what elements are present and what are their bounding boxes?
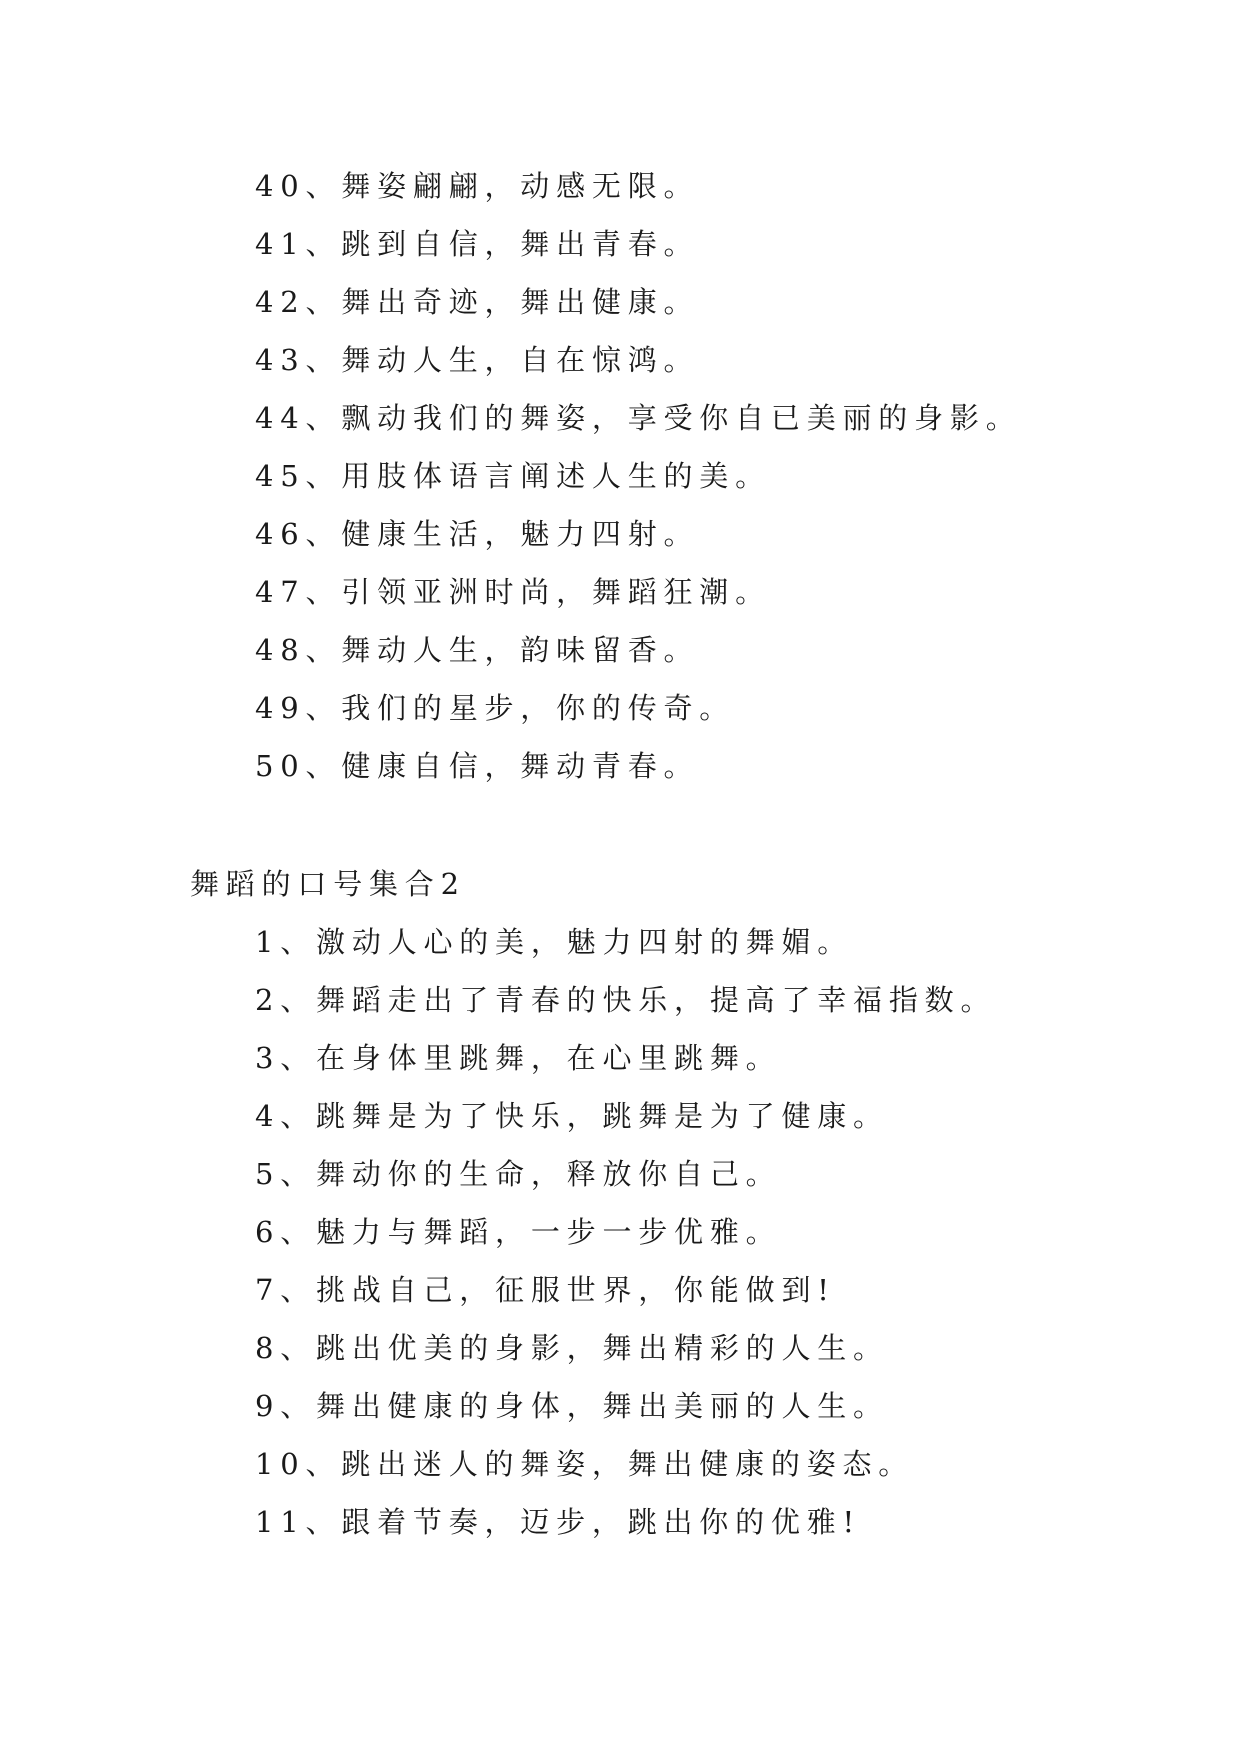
list-item: 10、跳出迷人的舞姿，舞出健康的姿态。 [255, 1447, 915, 1481]
list-item: 48、舞动人生，韵味留香。 [255, 633, 700, 667]
list-item: 43、舞动人生，自在惊鸿。 [255, 343, 700, 377]
list-item: 47、引领亚洲时尚，舞蹈狂潮。 [255, 575, 771, 609]
list-item: 50、健康自信，舞动青春。 [255, 749, 700, 783]
list-item: 3、在身体里跳舞，在心里跳舞。 [255, 1041, 782, 1075]
list-item: 11、跟着节奏，迈步，跳出你的优雅! [255, 1505, 861, 1539]
list-item: 8、跳出优美的身影，舞出精彩的人生。 [255, 1331, 889, 1365]
list-item: 41、跳到自信，舞出青春。 [255, 227, 700, 261]
list-item: 1、激动人心的美，魅力四射的舞媚。 [255, 925, 854, 959]
list-item: 7、挑战自己，征服世界，你能做到! [255, 1273, 836, 1307]
list-item: 44、飘动我们的舞姿，享受你自已美丽的身影。 [255, 401, 1022, 435]
list-item: 49、我们的星步，你的传奇。 [255, 691, 736, 725]
list-item: 40、舞姿翩翩，动感无限。 [255, 169, 700, 203]
list-item: 46、健康生活，魅力四射。 [255, 517, 700, 551]
list-item: 9、舞出健康的身体，舞出美丽的人生。 [255, 1389, 889, 1423]
list-item: 4、跳舞是为了快乐，跳舞是为了健康。 [255, 1099, 889, 1133]
section-heading: 舞蹈的口号集合2 [190, 867, 466, 901]
list-item: 45、用肢体语言阐述人生的美。 [255, 459, 771, 493]
list-item: 6、魅力与舞蹈，一步一步优雅。 [255, 1215, 782, 1249]
list-item: 42、舞出奇迹，舞出健康。 [255, 285, 700, 319]
list-item: 5、舞动你的生命，释放你自己。 [255, 1157, 782, 1191]
list-item: 2、舞蹈走出了青春的快乐，提高了幸福指数。 [255, 983, 997, 1017]
